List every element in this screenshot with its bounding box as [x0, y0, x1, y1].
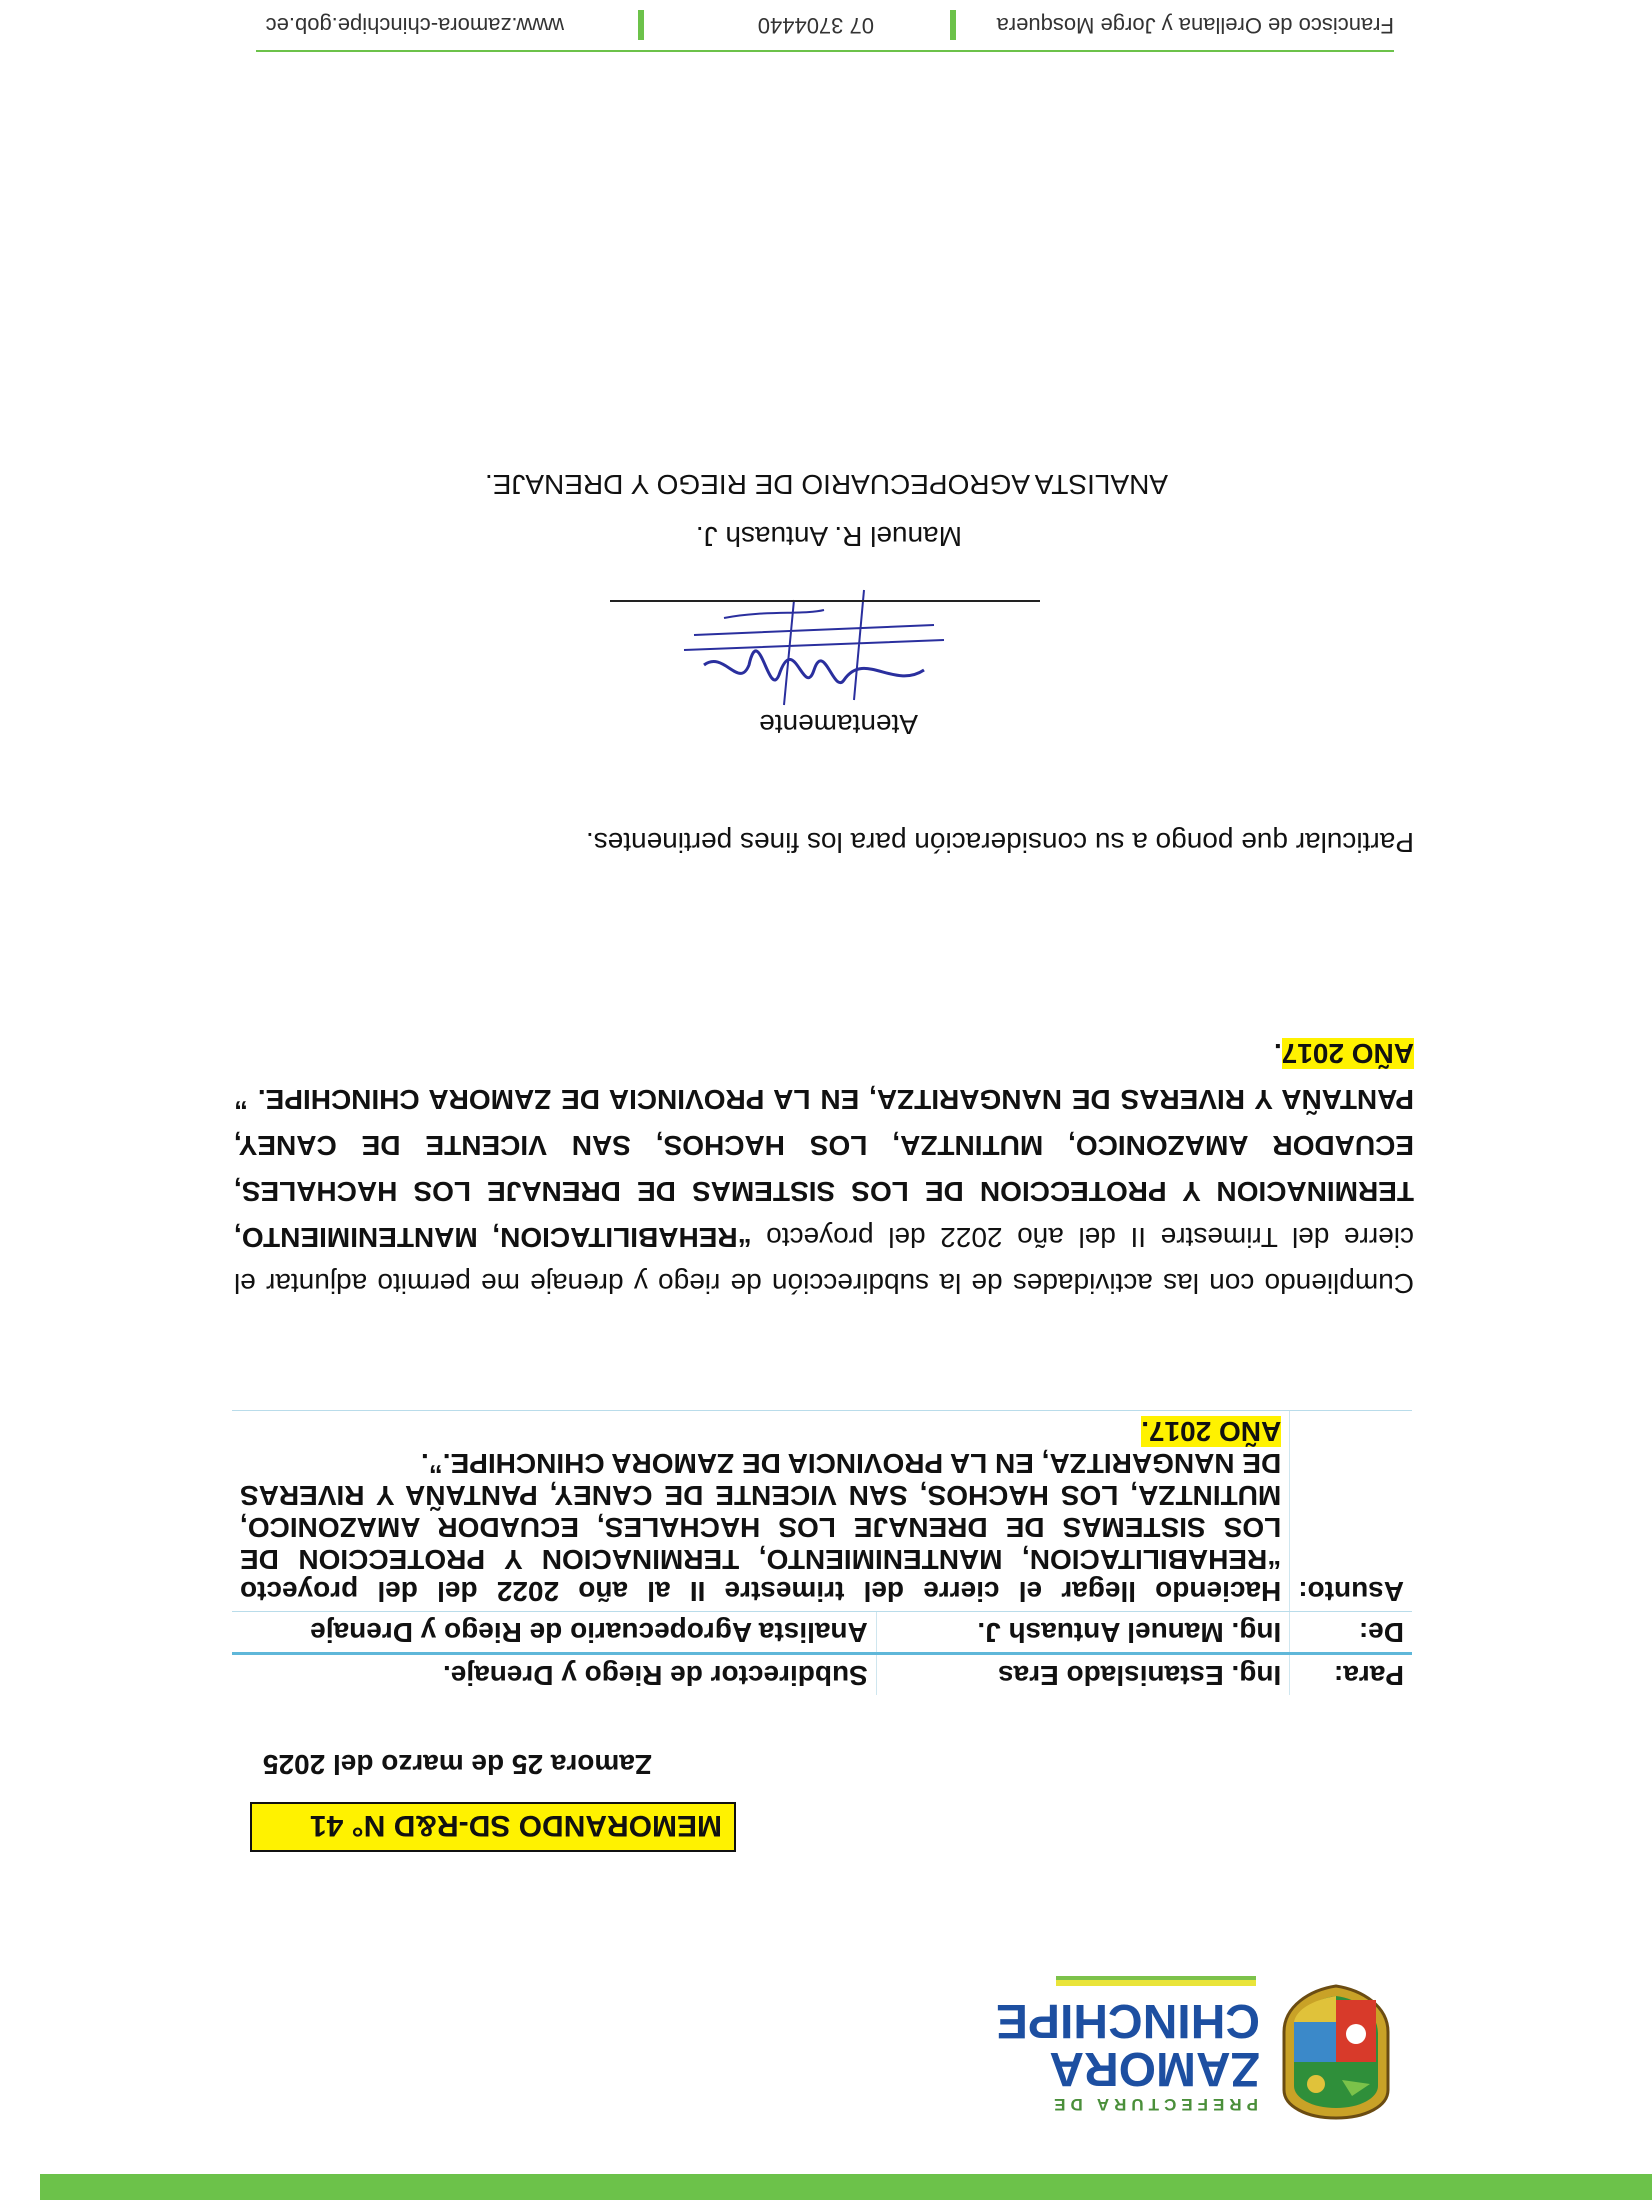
de-label: De:: [1290, 1612, 1412, 1654]
brand-name-line2: CHINCHIPE: [995, 1994, 1260, 2047]
row-de: [232, 1612, 1412, 1654]
header-green-bar: [40, 2174, 1652, 2200]
signature-line: [610, 600, 1040, 602]
para-role: Subdirector de Riego y Drenaje.: [232, 1654, 876, 1696]
body-intro: Cumpliendo con las actividades de la subdirección de riego y drenaje me permito adjuntar el cierre del Trimestre II del año 2022 del proyecto: [234, 1222, 1414, 1299]
footer-address: Francisco de Orellana y Jorge Mosquera: [996, 13, 1394, 38]
closing-sentence: Particular que pongo a su consideración para los fines pertinentes.: [585, 827, 1414, 858]
signer-title: ANALISTA AGROPECUARIO DE RIEGO Y DRENAJE.: [484, 469, 1168, 500]
brand-prefix: PREFECTURA DE: [1049, 2095, 1258, 2114]
body-project-name: “REHABILITACION, MANTENIMIENTO, TERMINACION Y PROTECCION DE LOS SISTEMAS DE DRENAJE LOS HACHALES, ECUADOR AMAZONICO, MUTINTZA, LOS HACHOS, SAN VICENTE DE CANEY, PANTAÑA Y RIVERAS DE NANGARITZA, EN LA PROVINCIA DE ZAMORA CHINCHIPE. ”: [234, 1084, 1414, 1253]
footer-separator: [950, 10, 956, 40]
footer: [256, 8, 1394, 40]
signer-name: Manuel R. Antuash J.: [695, 521, 962, 552]
brand-stripe-yellow: [1056, 1980, 1256, 1986]
asunto-label: Asunto:: [1290, 1411, 1412, 1612]
memo-title: MEMORANDO SD-R&D N° 41: [250, 1802, 736, 1852]
footer-phone: 07 3704440: [757, 13, 874, 38]
footer-rule: [256, 50, 1394, 52]
asunto-cell: [232, 1411, 1290, 1612]
body-highlight: AÑO 2017: [1281, 1038, 1414, 1069]
brand-stripe-green: [1056, 1976, 1256, 1980]
row-asunto: [232, 1411, 1412, 1612]
footer-website[interactable]: www.zamora-chinchipe.gob.ec: [265, 13, 564, 38]
asunto-highlight: AÑO 2017.: [1141, 1416, 1282, 1447]
row-para: [232, 1654, 1412, 1696]
memo-date: Zamora 25 de marzo del 2025: [262, 1749, 652, 1780]
brand-name-line1: ZAMORA: [1049, 2042, 1260, 2095]
de-role: Analista Agropecuario de Riego y Drenaje: [232, 1612, 876, 1654]
para-name: Ing. Estanislado Eras: [876, 1654, 1289, 1696]
prefectura-logo: [916, 1974, 1396, 2124]
de-name: Ing. Manuel Antuash J.: [876, 1612, 1289, 1654]
para-label: Para:: [1290, 1654, 1412, 1696]
sign-off: Atentamente: [759, 709, 918, 740]
footer-separator: [638, 10, 644, 40]
provincial-coat-of-arms-icon: [1276, 1984, 1396, 2124]
memo-header-table: [232, 1410, 1412, 1695]
asunto-text: Haciendo llegar el cierre del trimestre II al año 2022 del del proyecto “REHABILITACION, MANTENIMIENTO, TERMINACION Y PROTECCION DE LOS SISTEMAS DE DRENAJE LOS HACHALES, ECUADOR AMAZONICO, MUTINTZA, LOS HACHOS, SAN VICENTE DE CANEY, PANTAÑA Y RIVERAS DE NANGARITZA, EN LA PROVINCIA DE ZAMORA CHINCHIPE.”.: [240, 1448, 1282, 1607]
body-end: .: [1273, 1038, 1282, 1069]
memo-body: [234, 1030, 1414, 1306]
